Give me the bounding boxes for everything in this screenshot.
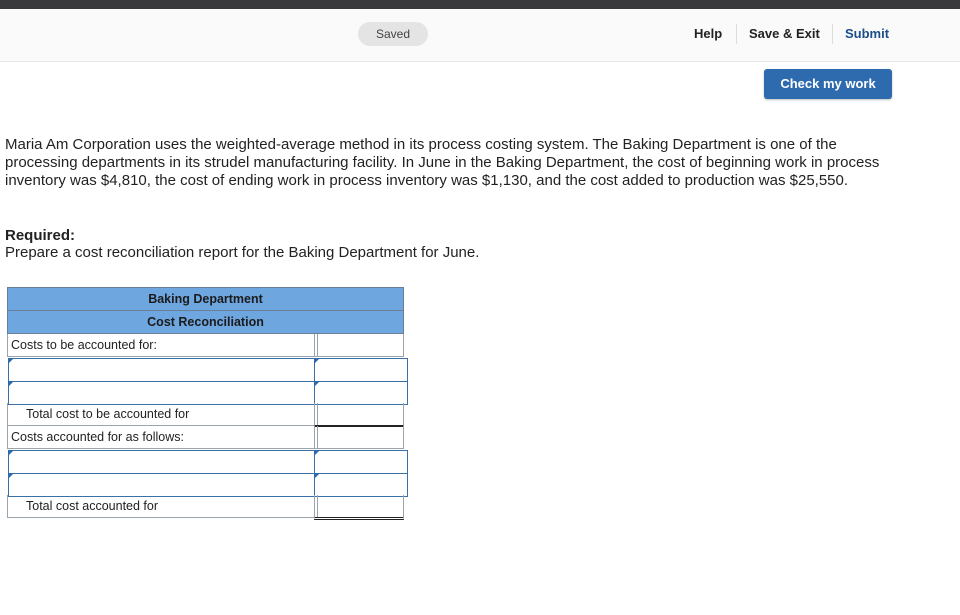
dropdown-input-3[interactable] (8, 450, 319, 474)
table-title-report: Cost Reconciliation (7, 310, 404, 334)
save-exit-button[interactable]: Save & Exit (749, 26, 820, 41)
dropdown-marker-icon (314, 473, 320, 479)
saved-status-badge: Saved (358, 22, 428, 46)
table-row (7, 426, 404, 449)
blank-cell (314, 426, 404, 449)
dropdown-marker-icon (314, 358, 320, 364)
costs-to-account-label: Costs to be accounted for: (7, 334, 318, 357)
amount-input-4[interactable] (314, 473, 408, 497)
blank-cell (314, 334, 404, 357)
table-row (7, 495, 404, 518)
cost-reconciliation-table (7, 287, 404, 518)
table-title-department: Baking Department (7, 287, 404, 310)
help-button[interactable]: Help (694, 26, 723, 41)
table-row (7, 380, 404, 403)
dropdown-marker-icon (8, 450, 14, 456)
header-bar (0, 9, 960, 62)
amount-input-2[interactable] (314, 381, 408, 405)
table-row (7, 472, 404, 495)
dropdown-marker-icon (8, 358, 14, 364)
amount-input-1[interactable] (314, 358, 408, 382)
problem-text: Maria Am Corporation uses the weighted-average method in its process costing system. The Baking Department is one of the processing departments in its strudel manufacturing facility. In June in the Baking Department, the cost of beginning work in process inventory was $4,810, the cost of ending work in process inventory was $1,130, and the cost added to production was $25,550. (5, 136, 880, 189)
dropdown-marker-icon (314, 450, 320, 456)
table-row (7, 357, 404, 380)
total-accounted-value (314, 495, 404, 520)
required-text: Prepare a cost reconciliation report for the Baking Department for June. (5, 244, 480, 261)
table-row (7, 403, 404, 426)
dropdown-marker-icon (314, 381, 320, 387)
nav-divider (832, 24, 833, 44)
total-to-account-label: Total cost to be accounted for (7, 403, 318, 426)
table-row (7, 334, 404, 357)
total-to-account-value (314, 403, 404, 427)
amount-input-3[interactable] (314, 450, 408, 474)
dropdown-input-1[interactable] (8, 358, 319, 382)
nav-divider (736, 24, 737, 44)
costs-accounted-label: Costs accounted for as follows: (7, 426, 318, 449)
top-bar (0, 0, 960, 9)
table-row (7, 449, 404, 472)
total-accounted-label: Total cost accounted for (7, 495, 318, 518)
required-heading: Required: (5, 227, 76, 244)
dropdown-marker-icon (8, 381, 14, 387)
submit-button[interactable]: Submit (845, 26, 890, 41)
dropdown-marker-icon (8, 473, 14, 479)
dropdown-input-2[interactable] (8, 381, 319, 405)
check-my-work-button[interactable]: Check my work (764, 69, 892, 99)
dropdown-input-4[interactable] (8, 473, 319, 497)
